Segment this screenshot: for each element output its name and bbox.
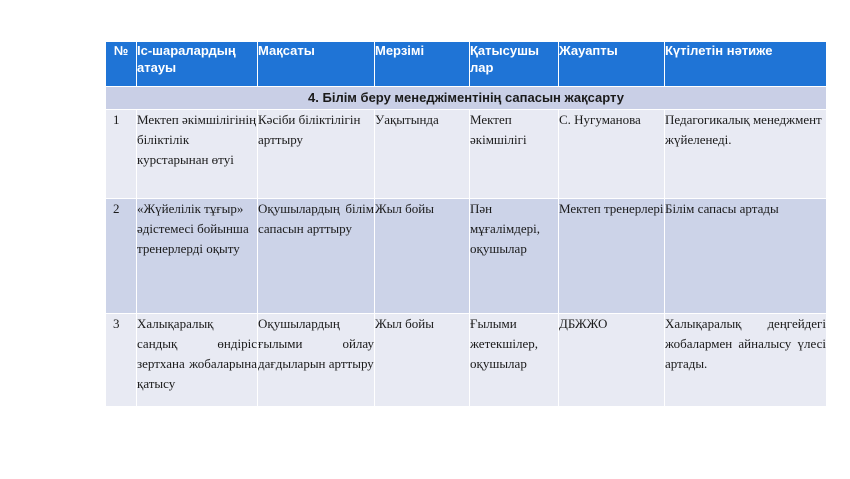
result-cell: Халықаралық деңгейдегі жобалармен айналысу үлесі артады. [665, 314, 827, 407]
section-row [106, 87, 827, 110]
term-cell: Уақытында [375, 110, 470, 199]
row-number: 3 [106, 314, 137, 407]
section-title: 4. Білім беру менеджіментінің сапасын жақсарту [106, 87, 827, 110]
header-participants: Қатысушы лар [470, 42, 559, 87]
row-number: 1 [106, 110, 137, 199]
participants-cell: Ғылыми жетекшілер, оқушылар [470, 314, 559, 407]
term-cell: Жыл бойы [375, 314, 470, 407]
row-number: 2 [106, 199, 137, 314]
header-expected-result: Күтілетін нәтиже [665, 42, 827, 87]
table-row [106, 110, 827, 199]
table-row [106, 314, 827, 407]
result-cell: Педагогикалық менеджмент жүйеленеді. [665, 110, 827, 199]
table-row [106, 199, 827, 314]
term-cell: Жыл бойы [375, 199, 470, 314]
header-activity-name: Іс-шаралардың атауы [137, 42, 258, 87]
participants-cell: Мектеп әкімшілігі [470, 110, 559, 199]
goal-cell: Оқушылардың білім сапасын арттыру [258, 199, 375, 314]
participants-cell: Пән мұғалімдері, оқушылар [470, 199, 559, 314]
header-number: № [106, 42, 137, 87]
responsible-cell: С. Нугуманова [559, 110, 665, 199]
responsible-cell: ДБЖЖО [559, 314, 665, 407]
header-term: Мерзімі [375, 42, 470, 87]
activity-name-cell: Мектеп әкімшілігінің біліктілік курстарынан өтуі [137, 110, 258, 199]
result-cell: Білім сапасы артады [665, 199, 827, 314]
header-responsible: Жауапты [559, 42, 665, 87]
goal-cell: Кәсіби біліктілігін арттыру [258, 110, 375, 199]
header-row [106, 42, 827, 87]
goal-cell: Оқушылардың ғылыми ойлау дағдыларын арттыру [258, 314, 375, 407]
header-goal: Мақсаты [258, 42, 375, 87]
activity-name-cell: «Жүйелілік тұғыр» әдістемесі бойынша тренерлерді оқыту [137, 199, 258, 314]
activity-name-cell: Халықаралық сандық өндіріс зертхана жобаларына қатысу [137, 314, 258, 407]
action-plan-table [105, 41, 827, 407]
responsible-cell: Мектеп тренерлері [559, 199, 665, 314]
